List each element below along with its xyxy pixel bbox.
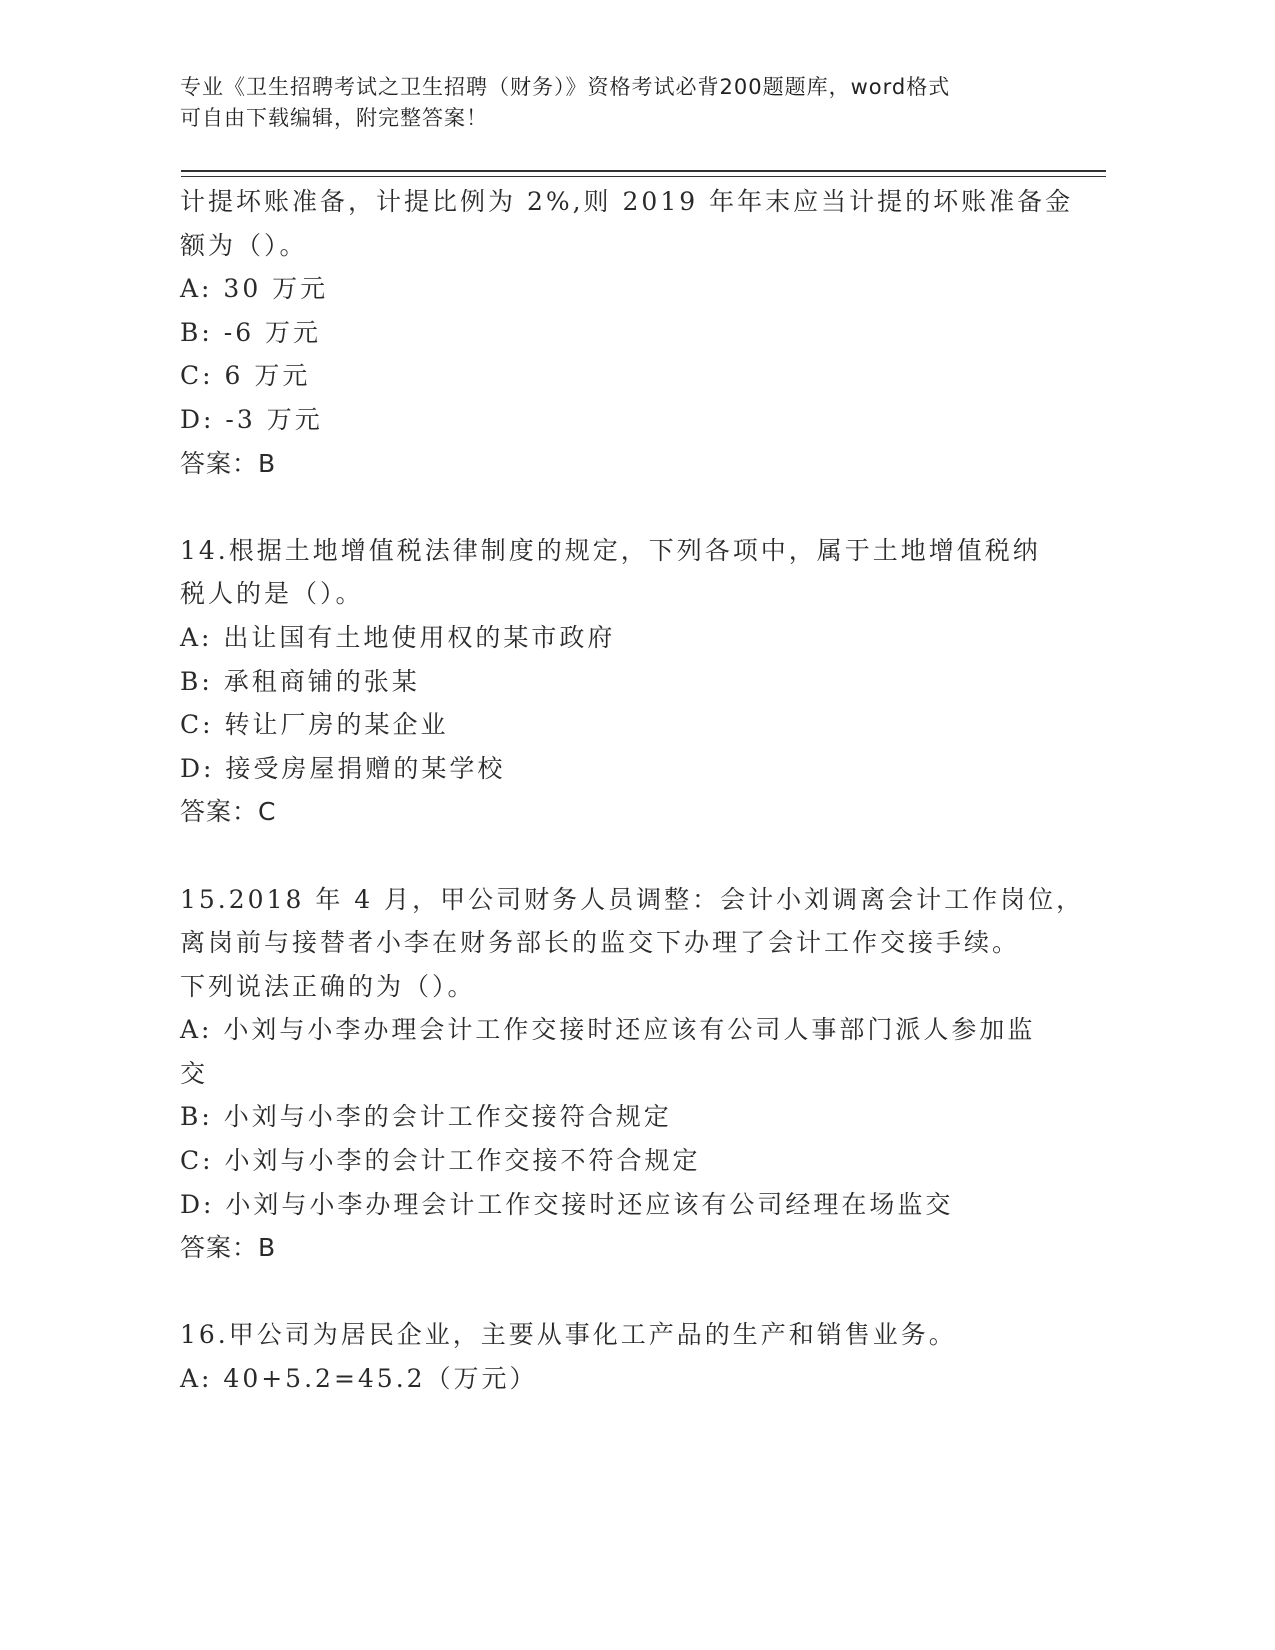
document-header [180,72,1040,134]
question-text: 16.甲公司为居民企业，主要从事化工产品的生产和销售业务。 [180,1320,957,1350]
header-line-2: 可自由下载编辑，附完整答案！ [180,106,488,130]
option-c: C: 转让厂房的某企业 [180,710,449,740]
question-text: 15.2018 年 4 月，甲公司财务人员调整：会计小刘调离会计工作岗位， [180,884,1085,914]
option-a: A: 30 万元 [180,274,329,304]
answer: 答案：C [180,797,277,827]
option-d: D: -3 万元 [180,404,323,434]
spacer [180,485,1060,529]
question-text: 计提坏账准备，计提比例为 2%,则 2019 年年末应当计提的坏账准备金 [180,187,1074,216]
question-content [180,180,1085,1401]
option-a-continued: 交 [180,1058,209,1088]
question-15 [180,878,1085,1270]
header-line-1: 专业《卫生招聘考试之卫生招聘（财务）》资格考试必背200题题库，word格式 [180,75,951,99]
option-a: A: 小刘与小李办理会计工作交接时还应该有公司人事部门派人参加监 [180,1015,1036,1045]
option-d: D: 小刘与小李办理会计工作交接时还应该有公司经理在场监交 [180,1189,954,1219]
spacer [180,834,1060,878]
option-b: B: 承租商铺的张某 [180,666,420,696]
question-13 [180,180,1074,485]
answer: 答案：B [180,1233,277,1263]
question-text: 税人的是（）。 [180,579,364,609]
question-text: 额为（）。 [180,230,308,260]
option-b: B: 小刘与小李的会计工作交接符合规定 [180,1102,672,1132]
header-rule-thin [181,176,1106,177]
question-text: 离岗前与接替者小李在财务部长的监交下办理了会计工作交接手续。 [180,928,1021,958]
answer: 答案：B [180,448,277,478]
question-16 [180,1313,1060,1400]
option-c: C: 6 万元 [180,361,311,391]
question-text: 下列说法正确的为（）。 [180,971,476,1001]
option-c: C: 小刘与小李的会计工作交接不符合规定 [180,1146,701,1176]
option-a: A: 40+5.2=45.2（万元） [180,1364,538,1394]
header-rule-thick [181,170,1106,172]
option-b: B: -6 万元 [180,317,322,347]
question-14 [180,529,1060,834]
option-a: A: 出让国有土地使用权的某市政府 [180,622,616,652]
spacer [180,1270,1060,1314]
question-text: 14.根据土地增值税法律制度的规定，下列各项中，属于土地增值税纳 [180,535,1041,565]
option-d: D: 接受房屋捐赠的某学校 [180,753,506,783]
